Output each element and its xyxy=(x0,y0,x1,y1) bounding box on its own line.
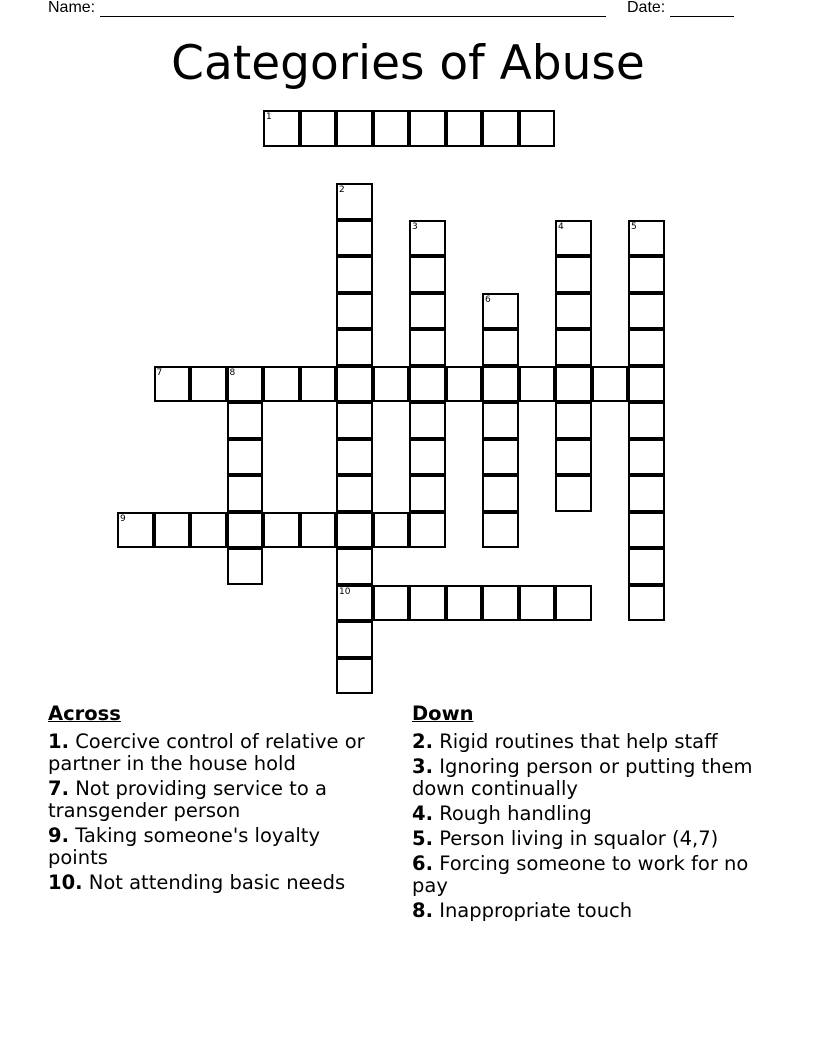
grid-cell[interactable] xyxy=(263,512,300,549)
grid-cell[interactable] xyxy=(628,475,665,512)
across-clue xyxy=(48,825,380,869)
grid-cell[interactable] xyxy=(409,366,446,403)
grid-cell[interactable] xyxy=(300,512,337,549)
grid-cell[interactable] xyxy=(409,402,446,439)
grid-cell[interactable] xyxy=(190,512,227,549)
grid-cell[interactable] xyxy=(555,256,592,293)
page-title: Categories of Abuse xyxy=(171,36,645,91)
grid-cell[interactable] xyxy=(555,329,592,366)
grid-cell[interactable] xyxy=(555,366,592,403)
clue-number: 4 xyxy=(558,221,564,232)
grid-cell[interactable] xyxy=(336,293,373,330)
clue-text: Rough handling xyxy=(439,802,592,825)
grid-cell[interactable] xyxy=(373,110,410,147)
grid-cell[interactable] xyxy=(555,293,592,330)
clue-text: Inappropriate touch xyxy=(439,899,633,922)
grid-cell[interactable] xyxy=(482,402,519,439)
clue-text: Coercive control of relative or partner in the house hold xyxy=(48,730,365,775)
clue-text: Person living in squalor (4,7) xyxy=(439,827,719,850)
down-clue xyxy=(412,803,757,825)
grid-cell[interactable] xyxy=(227,439,264,476)
grid-cell[interactable] xyxy=(336,402,373,439)
grid-cell[interactable] xyxy=(154,366,191,403)
clue-text: Not attending basic needs xyxy=(88,871,346,894)
grid-cell[interactable] xyxy=(263,110,300,147)
clue-text: Rigid routines that help staff xyxy=(439,730,718,753)
down-clue xyxy=(412,731,757,753)
clue-number: 6 xyxy=(485,294,491,305)
grid-cell[interactable] xyxy=(336,585,373,622)
grid-cell[interactable] xyxy=(482,366,519,403)
grid-cell[interactable] xyxy=(628,402,665,439)
grid-cell[interactable] xyxy=(336,512,373,549)
grid-cell[interactable] xyxy=(227,366,264,403)
grid-cell[interactable] xyxy=(227,548,264,585)
grid-cell[interactable] xyxy=(336,658,373,695)
grid-cell[interactable] xyxy=(555,475,592,512)
grid-cell[interactable] xyxy=(628,329,665,366)
grid-cell[interactable] xyxy=(555,585,592,622)
grid-cell[interactable] xyxy=(628,512,665,549)
grid-cell[interactable] xyxy=(409,293,446,330)
clue-number: 1 xyxy=(266,112,272,122)
grid-cell[interactable] xyxy=(336,110,373,147)
grid-cell[interactable] xyxy=(482,439,519,476)
grid-cell[interactable] xyxy=(336,366,373,403)
clue-text: Not providing service to a transgender person xyxy=(48,777,327,822)
grid-cell[interactable] xyxy=(373,366,410,403)
grid-cell[interactable] xyxy=(628,293,665,330)
clue-number: 9 xyxy=(120,513,126,524)
clue-text: Taking someone's loyalty points xyxy=(48,824,320,869)
down-heading: Down xyxy=(412,702,474,725)
grid-cell[interactable] xyxy=(154,512,191,549)
grid-cell[interactable] xyxy=(628,439,665,476)
grid-cell[interactable] xyxy=(409,110,446,147)
grid-cell[interactable] xyxy=(336,475,373,512)
grid-cell[interactable] xyxy=(628,585,665,622)
clue-number: 3. xyxy=(412,755,433,778)
clue-number: 10 xyxy=(339,586,351,597)
clue-number: 2 xyxy=(339,185,345,195)
name-label: Name: xyxy=(48,0,96,16)
clue-number: 7 xyxy=(156,367,163,378)
grid-cell[interactable] xyxy=(117,512,154,549)
grid-cell[interactable] xyxy=(227,402,264,439)
grid-cell[interactable] xyxy=(409,329,446,366)
grid-cell[interactable] xyxy=(592,366,629,403)
grid-cell[interactable] xyxy=(373,512,410,549)
grid-cell[interactable] xyxy=(628,366,665,403)
grid-cell[interactable] xyxy=(263,366,300,403)
down-clue-list xyxy=(412,731,757,922)
across-clue xyxy=(48,872,380,894)
grid-cell[interactable] xyxy=(336,220,373,257)
grid-cell[interactable] xyxy=(336,439,373,476)
grid-cell[interactable] xyxy=(300,366,337,403)
grid-cell[interactable] xyxy=(336,183,373,220)
down-clue xyxy=(412,900,757,922)
clue-number: 5. xyxy=(412,827,433,850)
grid-cell[interactable] xyxy=(628,256,665,293)
grid-cell[interactable] xyxy=(409,256,446,293)
grid-cell[interactable] xyxy=(409,475,446,512)
clue-number: 1. xyxy=(48,730,69,753)
across-heading: Across xyxy=(48,702,121,725)
down-clues xyxy=(412,703,757,925)
clue-number: 10. xyxy=(48,871,83,894)
across-clue-list xyxy=(48,731,380,894)
grid-cell[interactable] xyxy=(482,110,519,147)
grid-cell[interactable] xyxy=(300,110,337,147)
grid-cell[interactable] xyxy=(409,220,446,257)
clue-number: 8. xyxy=(412,899,433,922)
grid-cell[interactable] xyxy=(482,585,519,622)
clue-text: Forcing someone to work for no pay xyxy=(412,852,749,897)
grid-cell[interactable] xyxy=(227,512,264,549)
grid-cell[interactable] xyxy=(482,329,519,366)
grid-cell[interactable] xyxy=(409,585,446,622)
clue-number: 8 xyxy=(229,367,236,378)
grid-cell[interactable] xyxy=(336,548,373,585)
clue-number: 6. xyxy=(412,852,433,875)
grid-cell[interactable] xyxy=(628,220,665,257)
clue-number: 9. xyxy=(48,824,69,847)
down-clue xyxy=(412,853,757,897)
down-clue xyxy=(412,756,757,800)
down-clue xyxy=(412,828,757,850)
grid-cell[interactable] xyxy=(482,512,519,549)
across-clues xyxy=(48,703,380,897)
grid-cell[interactable] xyxy=(519,585,556,622)
grid-cell[interactable] xyxy=(409,439,446,476)
grid-cell[interactable] xyxy=(482,293,519,330)
grid-cell[interactable] xyxy=(628,548,665,585)
grid-cell[interactable] xyxy=(482,475,519,512)
grid-cell[interactable] xyxy=(373,585,410,622)
grid-cell[interactable] xyxy=(555,220,592,257)
clue-number: 2. xyxy=(412,730,433,753)
grid-cell[interactable] xyxy=(555,439,592,476)
grid-cell[interactable] xyxy=(446,366,483,403)
clue-number: 3 xyxy=(412,221,418,232)
clue-text: Ignoring person or putting them down continually xyxy=(412,755,753,800)
across-clue xyxy=(48,778,380,822)
grid-cell[interactable] xyxy=(336,329,373,366)
grid-cell[interactable] xyxy=(409,512,446,549)
grid-cell[interactable] xyxy=(336,256,373,293)
date-label: Date: xyxy=(627,0,666,16)
grid-cell[interactable] xyxy=(555,402,592,439)
clue-number: 4. xyxy=(412,802,433,825)
clue-number: 7. xyxy=(48,777,69,800)
across-clue xyxy=(48,731,380,775)
grid-cell[interactable] xyxy=(190,366,227,403)
clue-number: 5 xyxy=(631,221,637,232)
grid-cell[interactable] xyxy=(446,110,483,147)
grid-cell[interactable] xyxy=(227,475,264,512)
grid-cell[interactable] xyxy=(336,621,373,658)
grid-cell[interactable] xyxy=(446,585,483,622)
grid-cell[interactable] xyxy=(519,110,556,147)
grid-cell[interactable] xyxy=(519,366,556,403)
